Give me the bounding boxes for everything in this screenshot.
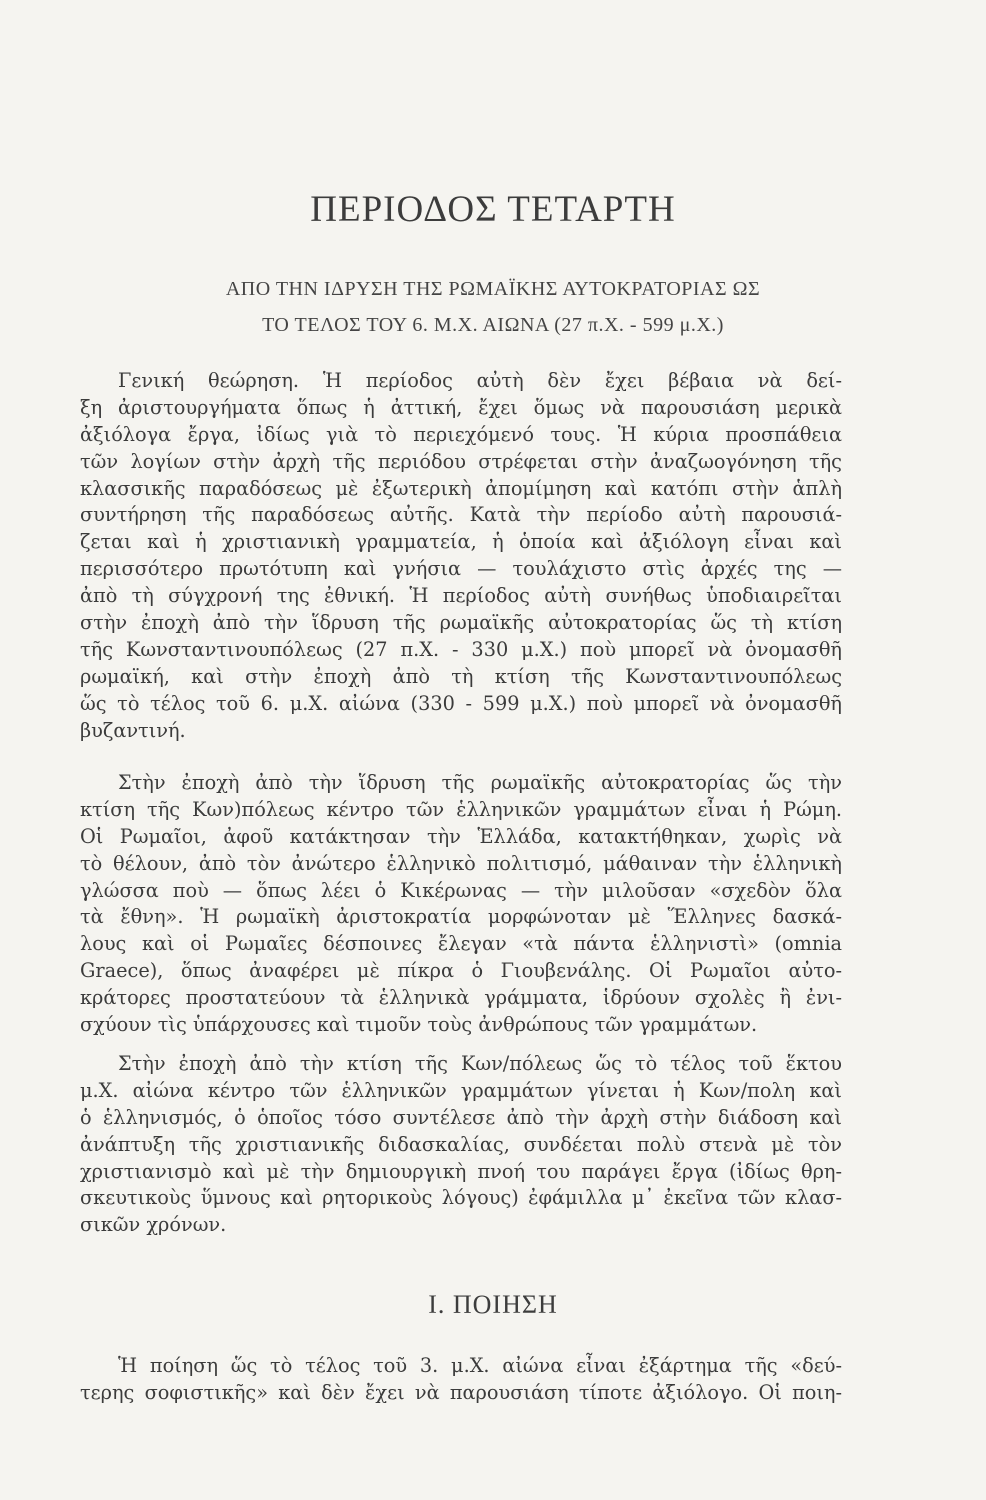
text-line: ὥς τὸ τέλος τοῦ 6. μ.Χ. αἰώνα (330 - 599 μ.Χ.) ποὺ μπορεῖ νὰ ὀνομασθῆ <box>80 691 842 715</box>
text-line: τὸ θέλουν, ἀπὸ τὸν ἀνώτερο ἑλληνικὸ πολιτισμό, μάθαιναν τὴν ἑλληνικὴ <box>80 851 842 875</box>
text-line: Ἡ ποίηση ὥς τὸ τέλος τοῦ 3. μ.Χ. αἰώνα εἶναι ἐξάρτημα τῆς «δεύ- <box>118 1354 842 1377</box>
text-line: ἀπὸ τὴ σύγχρονή της ἐθνική. Ἡ περίοδος αὐτὴ συνήθως ὑποδιαιρεῖται <box>80 584 842 608</box>
text-line: τερης σοφιστικῆς» καὶ δὲν ἔχει νὰ παρουσιάση τίποτε ἀξιόλογο. Οἱ ποιη- <box>80 1380 842 1404</box>
text-line: Στὴν ἐποχὴ ἀπὸ τὴν ἵδρυση τῆς ρωμαϊκῆς αὐτοκρατορίας ὥς τὴν <box>118 771 842 794</box>
text-line: τὰ ἔθνη». Ἡ ρωμαϊκὴ ἀριστοκρατία μορφώνοταν μὲ Ἕλληνες δασκά- <box>80 905 842 929</box>
paragraph-general-overview <box>80 368 842 744</box>
paragraph-roman-era <box>80 770 842 1039</box>
text-line: τῆς Κωνσταντινουπόλεως (27 π.Χ. - 330 μ.Χ.) ποὺ μπορεῖ νὰ ὀνομασθῆ <box>80 637 842 661</box>
text-line: τῶν λογίων στὴν ἀρχὴ τῆς περιόδου στρέφεται στὴν ἀναζωογόνηση τῆς <box>80 449 842 473</box>
text-line: κτίση τῆς Κων)πόλεως κέντρο τῶν ἑλληνικῶν γραμμάτων εἶναι ἡ Ρώμη. <box>80 797 842 821</box>
text-line: κλασσικῆς παραδόσεως μὲ ἐξωτερικὴ ἀπομίμηση καὶ κατόπι στὴν ἁπλὴ <box>80 476 842 500</box>
text-line: λους καὶ οἱ Ρωμαῖες δέσποινες ἔλεγαν «τὰ πάντα ἑλληνιστὶ» (omnia <box>80 932 842 956</box>
section-title: Ι. ΠΟΙΗΣΗ <box>428 1290 558 1319</box>
text-line: σχύουν τὶς ὑπάρχουσες καὶ τιμοῦν τοὺς ἀνθρώπους τῶν γραμμάτων. <box>80 1013 758 1037</box>
text-line: Γενική θεώρηση. Ἡ περίοδος αὐτὴ δὲν ἔχει βέβαια νὰ δεί- <box>118 369 842 392</box>
text-line: ζεται καὶ ἡ χριστιανικὴ γραμματεία, ἡ ὁποία καὶ ἀξιόλογη εἶναι καὶ <box>80 530 842 554</box>
text-line: κράτορες προστατεύουν τὰ ἑλληνικὰ γράμματα, ἱδρύουν σχολὲς ἢ ἐνι- <box>80 986 842 1010</box>
text-line: Graece), ὅπως ἀναφέρει μὲ πίκρα ὁ Γιουβενάλης. Οἱ Ρωμαῖοι αὐτο- <box>80 959 842 983</box>
text-line: σικῶν χρόνων. <box>80 1213 227 1237</box>
text-line: γλώσσα ποὺ — ὅπως λέει ὁ Κικέρωνας — τὴν μιλοῦσαν «σχεδὸν ὅλα <box>80 878 842 902</box>
text-line: σκευτικοὺς ὕμνους καὶ ρητορικοὺς λόγους) ἐφάμιλλα μ᾽ ἐκεῖνα τῶν κλασ- <box>80 1186 842 1210</box>
chapter-title: ΠΕΡΙΟΔΟΣ ΤΕΤΑΡΤΗ <box>310 189 676 230</box>
text-line: ἀξιόλογα ἔργα, ἰδίως γιὰ τὸ περιεχόμενό τους. Ἡ κύρια προσπάθεια <box>80 422 842 446</box>
text-line: ὁ ἑλληνισμός, ὁ ὁποῖος τόσο συντέλεσε ἀπὸ τὴν ἀρχὴ στὴν διάδοση καὶ <box>80 1105 842 1129</box>
text-line: χριστιανισμὸ καὶ μὲ τὴν δημιουργικὴ πνοή του παράγει ἔργα (ἰδίως θρη- <box>80 1159 842 1183</box>
chapter-subtitle-line-1: ΑΠΟ ΤΗΝ ΙΔΡΥΣΗ ΤΗΣ ΡΩΜΑΪΚΗΣ ΑΥΤΟΚΡΑΤΟΡΙΑΣ ΩΣ <box>225 278 761 300</box>
text-line: στὴν ἐποχὴ ἀπὸ τὴν ἵδρυση τῆς ρωμαϊκῆς αὐτοκρατορίας ὥς τὴ κτίση <box>80 611 842 635</box>
text-line: μ.Χ. αἰώνα κέντρο τῶν ἑλληνικῶν γραμμάτων γίνεται ἡ Κων/πολη καὶ <box>80 1078 842 1102</box>
text-line: περισσότερο πρωτότυπη καὶ γνήσια — τουλάχιστο στὶς ἀρχές της — <box>80 557 842 581</box>
text-line: βυζαντινή. <box>80 718 186 742</box>
text-line: ἀνάπτυξη τῆς χριστιανικῆς διδασκαλίας, συνδέεται πολὺ στενὰ μὲ τὸν <box>80 1132 842 1156</box>
text-line: ρωμαϊκή, καὶ στὴν ἐποχὴ ἀπὸ τὴ κτίση τῆς Κωνσταντινουπόλεως <box>80 664 842 688</box>
text-line: Οἱ Ρωμαῖοι, ἀφοῦ κατάκτησαν τὴν Ἑλλάδα, κατακτήθηκαν, χωρὶς νὰ <box>80 824 842 848</box>
text-line: συντήρηση τῆς παραδόσεως αὐτῆς. Κατὰ τὴν περίοδο αὐτὴ παρουσιά- <box>80 503 842 527</box>
chapter-subtitle-line-2: ΤΟ ΤΕΛΟΣ ΤΟΥ 6. Μ.Χ. ΑΙΩΝΑ (27 π.Χ. - 599 μ.Χ.) <box>262 314 724 336</box>
paragraph-byzantine-era <box>80 1051 842 1239</box>
paragraph-poetry-intro <box>80 1353 842 1407</box>
text-line: Στὴν ἐποχὴ ἀπὸ τὴν κτίση τῆς Κων/πόλεως ὥς τὸ τέλος τοῦ ἕκτου <box>118 1052 842 1075</box>
text-line: ξη ἀριστουργήματα ὅπως ἡ ἀττική, ἔχει ὅμως νὰ παρουσιάση μερικὰ <box>80 395 842 419</box>
